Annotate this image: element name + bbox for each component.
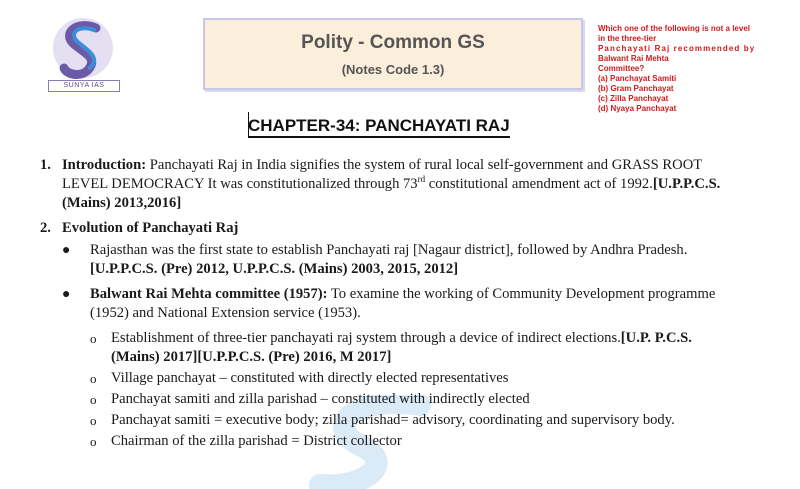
bullet-heading: Balwant Rai Mehta committee (1957): bbox=[90, 286, 328, 302]
sub-list-item bbox=[40, 411, 740, 430]
chapter-title: CHAPTER-34: PANCHAYATI RAJ bbox=[248, 116, 510, 138]
circle-bullet-icon: o bbox=[90, 331, 97, 346]
question-line: in the three-tier bbox=[598, 34, 657, 43]
section-introduction bbox=[40, 156, 740, 213]
exam-reference: [U.P. P.C.S. (Mains) 2017][U.P.P.C.S. (Pre) 2016, M 2017] bbox=[111, 330, 692, 365]
question-line: Panchayati Raj recommended by bbox=[598, 44, 756, 53]
circle-bullet-icon: o bbox=[90, 392, 97, 407]
bullet-icon: ● bbox=[62, 287, 71, 302]
paragraph-text: constitutional amendment act of 1992. bbox=[425, 176, 653, 192]
bullet-text: To examine the working of Community Development programme (1952) and National Extension service (1953). bbox=[90, 286, 716, 321]
paragraph-text: Panchayati Raj in India signifies the system of rural local self-government and GRASS ROOT LEVEL DEMOCRACY It was constitutionalized through 73 bbox=[62, 157, 702, 192]
bullet-icon: ● bbox=[62, 243, 71, 258]
option-d: (d) Nyaya Panchayat bbox=[598, 104, 677, 113]
bullet-text: Rajasthan was the first state to establish Panchayati raj [Nagaur district], followed by Andhra Pradesh. bbox=[90, 242, 688, 258]
exam-reference: [U.P.P.C.S. (Mains) 2013,2016] bbox=[62, 176, 721, 211]
sub-item-text: Chairman of the zilla parishad = District collector bbox=[111, 433, 402, 449]
option-a: (a) Panchayat Samiti bbox=[598, 74, 677, 83]
exam-reference: [U.P.P.C.S. (Pre) 2012, U.P.P.C.S. (Mains) 2003, 2015, 2012] bbox=[90, 261, 459, 277]
question-line: Balwant Rai Mehta bbox=[598, 54, 669, 63]
sub-item-text: Establishment of three-tier panchayati raj system through a device of indirect elections. bbox=[111, 330, 621, 346]
superscript: rd bbox=[417, 174, 426, 185]
sub-item-text: Panchayat samiti and zilla parishad – constituted with indirectly elected bbox=[111, 391, 530, 407]
title-box bbox=[203, 18, 583, 90]
page-title: Polity - Common GS bbox=[301, 32, 485, 53]
circle-bullet-icon: o bbox=[90, 413, 97, 428]
sub-list-item bbox=[40, 369, 740, 388]
section-heading: Evolution of Panchayati Raj bbox=[62, 220, 239, 236]
sub-item-text: Village panchayat – constituted with directly elected representatives bbox=[111, 370, 509, 386]
option-b: (b) Gram Panchayat bbox=[598, 84, 674, 93]
section-number: 2. bbox=[40, 220, 51, 236]
sub-list-item bbox=[40, 329, 740, 367]
list-item bbox=[40, 241, 740, 279]
section-heading: Introduction: bbox=[62, 157, 147, 173]
option-c: (c) Zilla Panchayat bbox=[598, 94, 669, 103]
circle-bullet-icon: o bbox=[90, 371, 97, 386]
question-line: Committee? bbox=[598, 64, 645, 73]
document-body bbox=[40, 156, 740, 451]
notes-code: (Notes Code 1.3) bbox=[341, 62, 445, 77]
question-box bbox=[598, 24, 793, 114]
sub-list-item bbox=[40, 390, 740, 409]
question-line: Which one of the following is not a level bbox=[598, 24, 751, 33]
section-evolution bbox=[40, 219, 740, 238]
list-item bbox=[40, 285, 740, 323]
sub-item-text: Panchayat samiti = executive body; zilla parishad= advisory, coordinating and supervisory body. bbox=[111, 412, 675, 428]
logo-caption: SUNYA IAS bbox=[48, 80, 120, 92]
section-number: 1. bbox=[40, 157, 51, 173]
sub-list-item bbox=[40, 432, 740, 451]
circle-bullet-icon: o bbox=[90, 434, 97, 449]
